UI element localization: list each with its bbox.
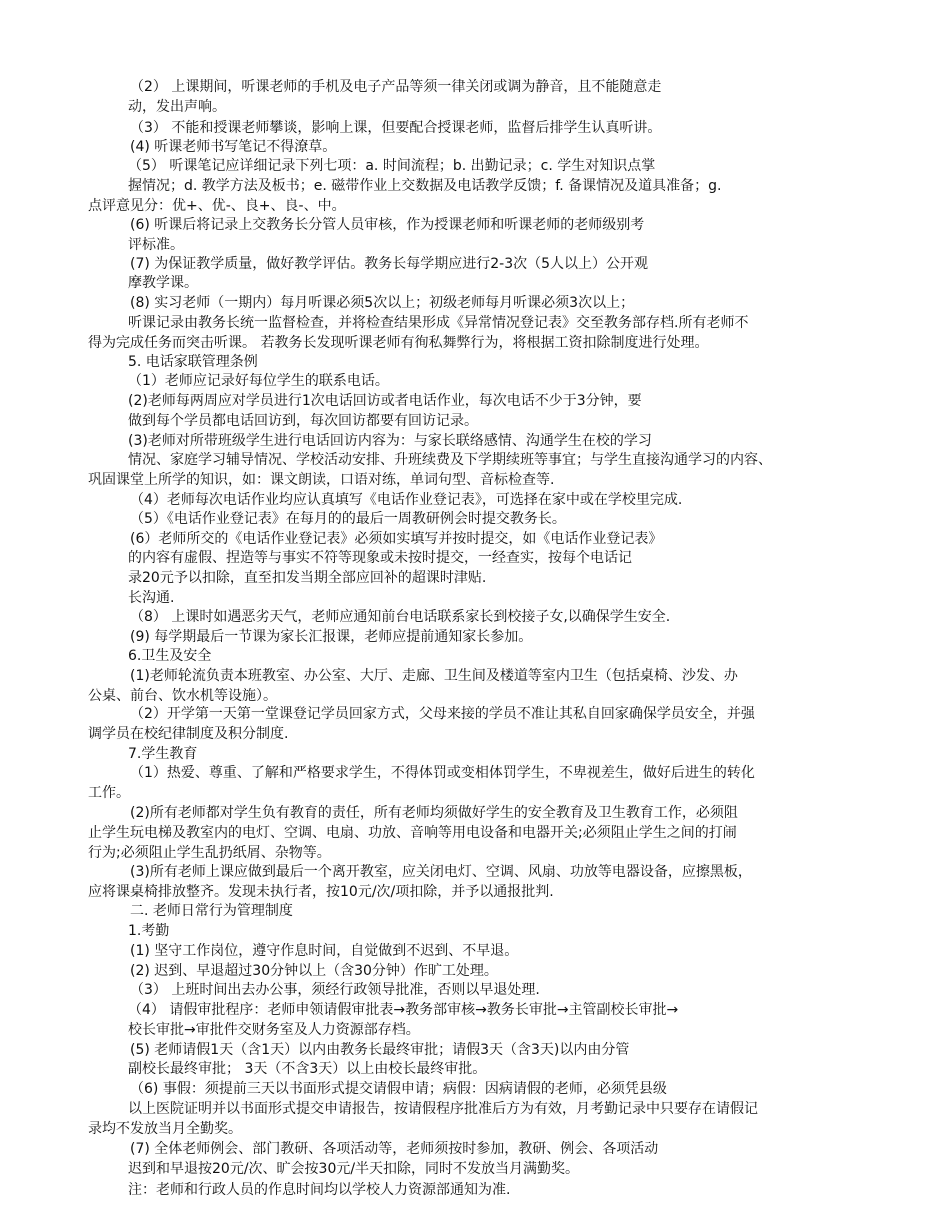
text-line: 得为完成任务而突击听课。 若教务长发现听课老师有徇私舞弊行为，将根据工资扣除制度进行处理。 <box>88 335 709 351</box>
text-line: (4) 听课老师书写笔记不得潦草。 <box>130 139 337 155</box>
text-line: 止学生玩电梯及教室内的电灯、空调、电扇、功放、音响等用电设备和电器开关;必须阻止学生之间的打闹 <box>88 825 737 841</box>
text-line: 应将课桌椅排放整齐。发现未执行者，按10元/次/项扣除，并予以通报批判. <box>88 884 554 900</box>
text-line: (2) 迟到、早退超过30分钟以上（含30分钟）作旷工处理。 <box>130 963 498 979</box>
text-line: 点评意见分：优+、优-、良+、良-、中。 <box>88 198 346 214</box>
text-line: 录均不发放当月全勤奖。 <box>88 1121 242 1137</box>
text-line: 副校长最终审批； 3天（不含3天）以上由校长最终审批。 <box>128 1061 487 1077</box>
text-line: 评标准。 <box>128 237 184 253</box>
text-line: （2）开学第一天第一堂课登记学员回家方式，父母来接的学员不准让其私自回家确保学员安全，并强 <box>130 706 755 722</box>
text-line: （5）《电话作业登记表》在每月的的最后一周教研例会时提交教务长。 <box>130 511 566 527</box>
text-line: (1)老师轮流负责本班教室、办公室、大厅、走廊、卫生间及楼道等室内卫生（包括桌椅、沙发、办 <box>130 668 738 684</box>
text-line: 做到每个学员都电话回访到，每次回访都要有回访记录。 <box>128 413 478 429</box>
text-line: 调学员在校纪律制度及积分制度. <box>88 726 289 742</box>
text-line: （6) 事假：须提前三天以书面形式提交请假申请；病假：因病请假的老师，必须凭县级 <box>130 1081 667 1097</box>
text-line: 校长审批→审批件交财务室及人力资源部存档。 <box>128 1022 420 1038</box>
text-line: 情况、家庭学习辅导情况、学校活动安排、升班续费及下学期续班等事宜；与学生直接沟通学习的内容、 <box>128 452 772 468</box>
text-line: 二. 老师日常行为管理制度 <box>130 903 293 919</box>
text-line: （5） 听课笔记应详细记录下列七项：a. 时间流程；b. 出勤记录；c. 学生对知识点掌 <box>128 158 656 174</box>
text-line: (9) 每学期最后一节课为家长汇报课，老师应提前通知家长参加。 <box>130 629 533 645</box>
text-line: (5) 老师请假1天（含1天）以内由教务长最终审批；请假3天（含3天)以内由分管 <box>130 1042 630 1058</box>
text-line: （3） 不能和授课老师攀谈，影响上课，但要配合授课老师，监督后排学生认真听讲。 <box>130 120 662 136</box>
text-line: (8) 实习老师（一期内）每月听课必须5次以上；初级老师每月听课必须3次以上； <box>130 295 635 311</box>
text-line: （8） 上课时如遇恶劣天气，老师应通知前台电话联系家长到校接子女,以确保学生安全. <box>130 609 671 625</box>
text-line: 工作。 <box>88 785 130 801</box>
text-line: 7.学生教育 <box>128 746 198 762</box>
text-line: 动，发出声响。 <box>128 99 226 115</box>
text-line: (1) 坚守工作岗位，遵守作息时间，自觉做到不迟到、不早退。 <box>130 943 519 959</box>
text-line: （4）老师每次电话作业均应认真填写《电话作业登记表》，可选择在家中或在学校里完成. <box>130 492 683 508</box>
text-line: 注：老师和行政人员的作息时间均以学校人力资源部通知为准. <box>128 1182 511 1198</box>
text-line: (2)所有老师都对学生负有教育的责任，所有老师均须做好学生的安全教育及卫生教育工作，必须阻 <box>130 805 738 821</box>
text-line: 录20元予以扣除，直至扣发当期全部应回补的超课时津贴. <box>128 570 487 586</box>
text-line: 摩教学课。 <box>128 275 198 291</box>
text-line: 公桌、前台、饮水机等设施）。 <box>88 688 277 704</box>
text-line: (6）老师所交的《电话作业登记表》必须如实填写并按时提交，如《电话作业登记表》 <box>130 531 663 547</box>
text-line: (3)所有老师上课应做到最后一个离开教室，应关闭电灯、空调、风扇、功放等电器设备，应擦黑板， <box>130 864 752 880</box>
text-line: 1.考勤 <box>128 923 170 939</box>
text-line: 长沟通. <box>128 590 175 606</box>
text-line: （3） 上班时间出去办公事，须经行政领导批准，否则以早退处理. <box>130 982 540 998</box>
text-line: 5. 电话家联管理条例 <box>128 354 258 370</box>
text-line: 行为;必须阻止学生乱扔纸屑、杂物等。 <box>88 845 331 861</box>
text-line: 的内容有虚假、捏造等与事实不符等现象或未按时提交，一经查实，按每个电话记 <box>128 550 632 566</box>
text-line: 听课记录由教务长统一监督检查，并将检查结果形成《异常情况登记表》交至教务部存档.所有老师不 <box>128 315 749 331</box>
text-line: (2)老师每两周应对学员进行1次电话回访或者电话作业，每次电话不少于3分钟，要 <box>128 393 642 409</box>
text-line: （2） 上课期间，听课老师的手机及电子产品等须一律关闭或调为静音，且不能随意走 <box>130 79 662 95</box>
text-line: （1）老师应记录好每位学生的联系电话。 <box>128 373 389 389</box>
text-line: 迟到和早退按20元/次、旷会按30元/半天扣除，同时不发放当月满勤奖。 <box>128 1161 580 1177</box>
text-line: 握情况；d. 教学方法及板书；e. 磁带作业上交数据及电话教学反馈；f. 备课情况及道具准备；g. <box>128 178 722 194</box>
text-line: (3)老师对所带班级学生进行电话回访内容为：与家长联络感情、沟通学生在校的学习 <box>128 433 652 449</box>
text-line: (6) 听课后将记录上交教务长分管人员审核，作为授课老师和听课老师的老师级别考 <box>130 217 645 233</box>
text-line: 6.卫生及安全 <box>128 648 212 664</box>
text-line: (7) 为保证教学质量，做好教学评估。教务长每学期应进行2-3次（5人以上）公开观 <box>130 256 649 272</box>
text-line: 巩固课堂上所学的知识，如：课文朗读，口语对练，单词句型、音标检查等. <box>88 472 555 488</box>
text-line: （1）热爱、尊重、了解和严格要求学生，不得体罚或变相体罚学生，不卑视差生，做好后进生的转化 <box>130 765 755 781</box>
text-line: （4） 请假审批程序：老师申领请假审批表→教务部审核→教务长审批→主管副校长审批→ <box>128 1002 679 1018</box>
text-line: 以上医院证明并以书面形式提交申请报告，按请假程序批准后方为有效，月考勤记录中只要存在请假记 <box>128 1101 758 1117</box>
text-line: (7) 全体老师例会、部门教研、各项活动等，老师须按时参加，教研、例会、各项活动 <box>130 1141 659 1157</box>
